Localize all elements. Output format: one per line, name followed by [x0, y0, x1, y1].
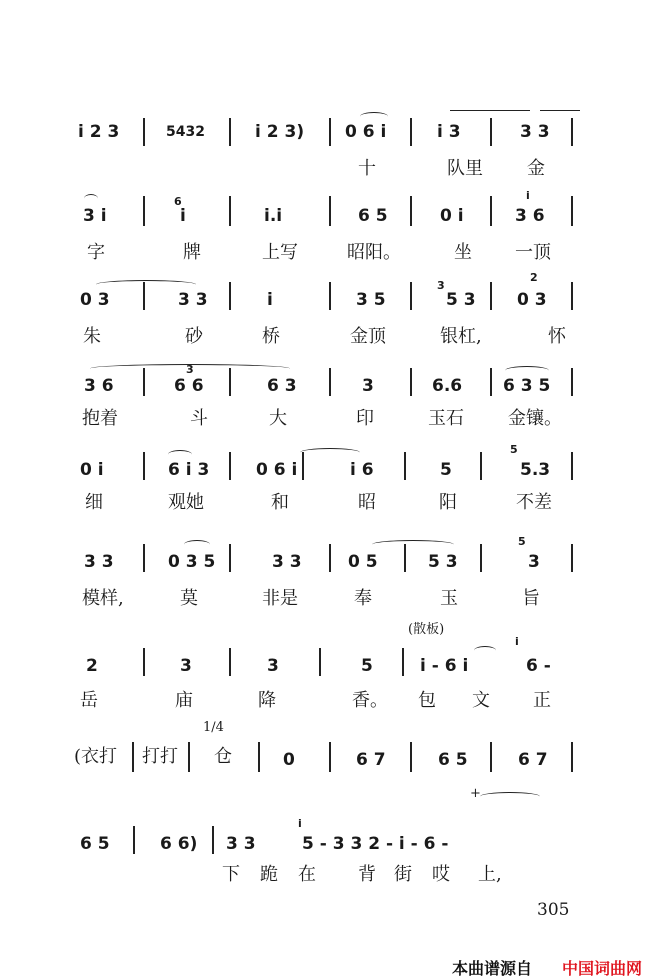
lyric: 细 [85, 492, 103, 513]
barline [229, 452, 231, 480]
measure: 6 - [526, 656, 551, 676]
barline [132, 742, 134, 772]
barline [329, 368, 331, 396]
grace-note: 3 [437, 279, 445, 292]
lyric: 模样, [82, 588, 124, 609]
measure: i 2 3 [78, 122, 120, 142]
grace-note: i [515, 635, 519, 648]
tie [96, 280, 196, 289]
measure: 3 6 [515, 206, 545, 226]
measure: 0 5 [348, 552, 378, 572]
lyric: 包 [418, 690, 436, 711]
measure: 6 3 [267, 376, 297, 396]
lyric: 下 [222, 864, 240, 885]
slur [480, 792, 540, 801]
barline [410, 196, 412, 226]
lyric: 斗 [190, 408, 208, 429]
barline [258, 742, 260, 772]
percussion-text: 打打 [142, 746, 178, 767]
lyric: 十 [358, 158, 376, 179]
measure: 5432 [166, 124, 205, 140]
lyric: 玉 [440, 588, 458, 609]
watermark-source: 本曲谱源自 [452, 959, 533, 978]
lyric: 大 [269, 408, 287, 429]
lyric: 正 [533, 690, 551, 711]
measure: 3 3 [520, 122, 550, 142]
lyric: 岳 [80, 690, 98, 711]
lyric: 在 [298, 864, 316, 885]
page-number: 305 [537, 900, 570, 920]
lyric: 背 [358, 864, 376, 885]
grace-note: 6 [174, 195, 182, 208]
measure: i 6 [350, 460, 374, 480]
tempo-marking: (散板) [408, 622, 445, 637]
measure: 6 7 [356, 750, 386, 770]
barline [410, 282, 412, 310]
barline [571, 118, 573, 146]
measure: 6 3 5 [503, 376, 551, 396]
percussion-text: 仓 [214, 746, 232, 767]
barline [143, 544, 145, 572]
lyric: 街 [394, 864, 412, 885]
lyric: 牌 [183, 242, 201, 263]
barline [480, 452, 482, 480]
measure: 5.3 [520, 460, 551, 480]
measure: 6 i 3 [168, 460, 210, 480]
lyric: 非是 [262, 588, 298, 609]
barline [143, 196, 145, 226]
barline [229, 118, 231, 146]
system-6 [0, 535, 660, 609]
barline [480, 544, 482, 572]
system-5 [0, 443, 660, 518]
lyric: 玉石 [428, 408, 464, 429]
barline [490, 282, 492, 310]
measure: 6 7 [518, 750, 548, 770]
lyric: 怀 [548, 326, 566, 347]
lyric: 坐 [454, 242, 472, 263]
barline [329, 544, 331, 572]
measure: 0 i [440, 206, 464, 226]
measure: 3 3 [226, 834, 256, 854]
barline [410, 368, 412, 396]
lyric: 昭 [358, 492, 376, 513]
barline [143, 648, 145, 676]
lyric: 莫 [180, 588, 198, 609]
measure: i [267, 290, 273, 310]
lyric: 跪 [260, 864, 278, 885]
grace-note: 5 [518, 535, 526, 548]
system-2 [0, 189, 660, 266]
watermark-site[interactable]: 中国词曲网 [562, 959, 643, 978]
lyric: 香。 [352, 690, 388, 711]
measure: 6 5 [80, 834, 110, 854]
barline [329, 118, 331, 146]
percussion-text: (衣打 [74, 746, 118, 767]
measure: 6 6) [160, 834, 198, 854]
system-1 [0, 118, 660, 188]
lyric: 金 [527, 158, 545, 179]
measure: 3 3 [272, 552, 302, 572]
measure: i 2 3) [255, 122, 305, 142]
barline [229, 368, 231, 396]
measure: i - 6 i [420, 656, 469, 676]
barline [133, 826, 135, 854]
lyric: 哎 [432, 864, 450, 885]
barline [571, 196, 573, 226]
slur [168, 450, 192, 459]
grace-note: i [526, 189, 530, 202]
slur [184, 540, 210, 549]
measure: 0 3 5 [168, 552, 216, 572]
slur [84, 194, 98, 203]
lyric: 抱着 [82, 408, 118, 429]
barline [490, 118, 492, 146]
lyric: 队里 [447, 158, 483, 179]
barline [229, 648, 231, 676]
system-4 [0, 364, 660, 434]
lyric: 奉 [354, 588, 372, 609]
barline [402, 648, 404, 676]
barline [319, 648, 321, 676]
measure: 5 3 [428, 552, 458, 572]
lyric: 上, [478, 864, 502, 885]
barline [571, 282, 573, 310]
measure: 0 6 i [345, 122, 387, 142]
lyric: 朱 [83, 326, 101, 347]
barline [329, 742, 331, 772]
plus-mark: + [470, 786, 481, 801]
grace-note: 2 [530, 271, 538, 284]
barline [302, 452, 304, 480]
barline [571, 742, 573, 772]
measure: 5 [361, 656, 373, 676]
measure: 0 3 [80, 290, 110, 310]
lyric: 一顶 [515, 242, 551, 263]
lyric: 庙 [175, 690, 193, 711]
system-7 [0, 635, 660, 714]
measure: 6 5 [438, 750, 468, 770]
measure: 2 [86, 656, 98, 676]
measure: 3 [362, 376, 374, 396]
slur [474, 646, 496, 655]
measure: 0 6 i [256, 460, 298, 480]
lyric: 金顶 [350, 326, 386, 347]
measure: 3 3 [178, 290, 208, 310]
lyric: 字 [87, 242, 105, 263]
barline [404, 452, 406, 480]
lyric: 金镶。 [508, 408, 562, 429]
barline [410, 742, 412, 772]
barline [404, 544, 406, 572]
barline [490, 196, 492, 226]
tie [540, 110, 580, 113]
system-3 [0, 271, 660, 350]
barline [571, 368, 573, 396]
lyric: 印 [356, 408, 374, 429]
measure: 0 3 [517, 290, 547, 310]
barline [143, 452, 145, 480]
fraction-marking: 1/4 [203, 720, 224, 735]
barline [410, 118, 412, 146]
measure: 5 - 3 3 2 - i - 6 - [302, 834, 449, 854]
measure: 3 3 [84, 552, 114, 572]
measure: 3 [267, 656, 279, 676]
system-8 [0, 742, 660, 782]
lyric: 降 [258, 690, 276, 711]
barline [229, 282, 231, 310]
tie [372, 540, 454, 549]
slur [360, 112, 388, 121]
measure: 6 5 [358, 206, 388, 226]
lyric: 桥 [262, 326, 280, 347]
lyric: 旨 [522, 588, 540, 609]
barline [571, 452, 573, 480]
barline [490, 742, 492, 772]
lyric: 砂 [185, 326, 203, 347]
lyric: 不差 [516, 492, 552, 513]
measure: i.i [264, 206, 283, 226]
tie [450, 110, 530, 113]
lyric: 观她 [168, 492, 204, 513]
measure: 6.6 [432, 376, 463, 396]
measure: 3 6 [84, 376, 114, 396]
measure: 3 5 [356, 290, 386, 310]
barline [229, 196, 231, 226]
barline [229, 544, 231, 572]
lyric: 银杠, [440, 326, 482, 347]
barline [571, 544, 573, 572]
barline [490, 368, 492, 396]
lyric: 上写 [262, 242, 298, 263]
grace-note: i [298, 817, 302, 830]
measure: 0 i [80, 460, 104, 480]
system-9 [0, 818, 660, 888]
measure: i 3 [437, 122, 461, 142]
measure: i [180, 206, 186, 226]
barline [212, 826, 214, 854]
slur [505, 366, 549, 375]
barline [329, 282, 331, 310]
barline [188, 742, 190, 772]
measure: 0 [283, 750, 295, 770]
measure: 3 i [83, 206, 107, 226]
grace-note: 3 [186, 363, 194, 376]
barline [143, 282, 145, 310]
measure: 5 [440, 460, 452, 480]
lyric: 昭阳。 [347, 242, 401, 263]
barline [143, 118, 145, 146]
measure: 3 [528, 552, 540, 572]
lyric: 文 [472, 690, 490, 711]
measure: 3 [180, 656, 192, 676]
measure: 6 6 [174, 376, 204, 396]
measure: 5 3 [446, 290, 476, 310]
barline [329, 196, 331, 226]
barline [143, 368, 145, 396]
grace-note: 5 [510, 443, 518, 456]
lyric: 和 [271, 492, 289, 513]
tie [300, 448, 360, 457]
lyric: 阳 [439, 492, 457, 513]
